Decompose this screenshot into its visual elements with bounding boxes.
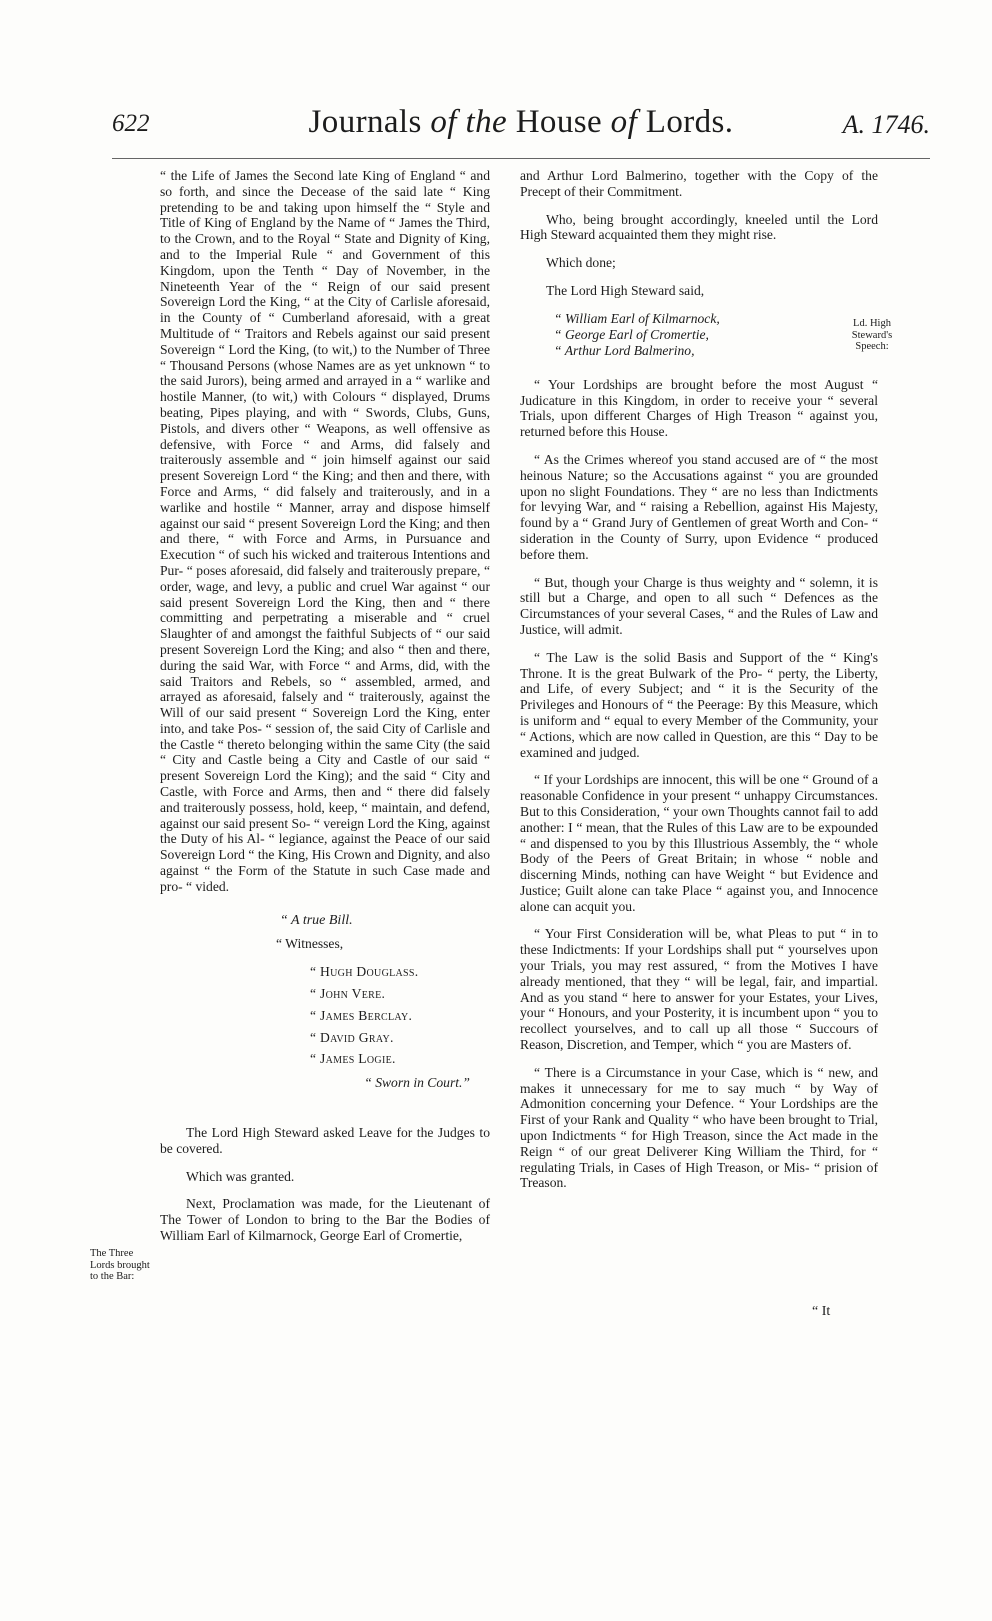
- indictment-text: “ the Life of James the Second late King of England “ and so forth, and since the Decease of the said late “ King pretending to be and taking upon himself the “ Style and Title of King of England by the Name of “ James the Third, to the Crown, and to the Royal “ State and Dignity of King, and to the Imperial Rule “ and Government of this Kingdom, upon the Tenth “ Day of November, in the Nineteenth Year of the “ Reign of our said present Sovereign Lord the King, “ at the City of Carlisle aforesaid, in the County of “ Cumberland aforesaid, with a great Multitude of “ Traitors and Rebels against our said present Sovereign “ Lord the King, (to wit,) to the Number of Three “ Thousand Persons (whose Names are as yet unknown “ to the said Jurors), being armed and arrayed in a “ warlike and hostile Manner, (to wit,) with Colours “ displayed, Drums beating, Pipes playing, and with “ Swords, Clubs, Guns, Pistols, and divers other “ Weapons, as well offensive as defensive, with Force “ and Arms, did falsely and traiterously assemble and “ join himself against our said present Sovereign Lord “ the King; and then and there, with Force and Arms, “ did falsely and traiterously, and in a warlike and hostile “ Manner, array and dispose himself against our said “ present Sovereign Lord the King; and then and there, “ with Force and Arms, in Pursuance and Execution “ of such his wicked and traiterous Intentions and Pur- “ poses aforesaid, did falsely and traiterously prepare, “ order, wage, and levy, a public and cruel War against “ our said present Sovereign Lord the King, then and “ there committing and perpetrating a miserable and “ cruel Slaughter of and amongst the faithful Subjects of “ our said present Sovereign Lord the King; and also “ then and there, during the said War, with Force “ and Arms, did, with the said Traitors and Rebels, so “ assembled, armed, and arrayed as aforesaid, falsely and “ traiterously, against the Will of our said present “ Sovereign Lord the King, enter into, and take Pos- “ session of, the said City of Carlisle and the Castle “ thereto belonging within the same City (the said “ City and Castle being a City and Castle of our said “ present Sovereign Lord the King); and the said “ City and Castle, with Force and Arms, then and “ there did falsely and traiterously possess, hold, keep, “ maintain, and defend, against our said present So- “ vereign Lord the King, against the Duty of his Al- “ legiance, against the Peace of our said Sovereign Lord “ the King, His Crown and Dignity, and also against “ the Form of the Statute in such Case made and pro- “ vided.: [160, 168, 490, 894]
- right-column: [520, 168, 878, 1203]
- address-line: “ William Earl of Kilmarnock,: [554, 310, 720, 326]
- speech-paragraph: “ Your Lordships are brought before the most August “ Judicature in this Kingdom, in order to receive your “ several Trials, upon different Charges of High Treason “ against you, returned before this House.: [520, 376, 878, 440]
- title-word-house: House: [507, 104, 611, 140]
- address-block: [520, 311, 878, 359]
- title-word-of: of: [421, 104, 466, 140]
- speech-paragraph: “ There is a Circumstance in your Case, which is “ new, and makes it unnecessary for me to say much “ by Way of Admonition concerning your Defence. “ Your Lordships are the First of your Rank and Quality “ who have been brought to Trial, upon Indictments “ for High Treason, since the Act made in the Reign “ of our great Deliverer King William the Third, for “ regulating Trials, in Cases of High Treason, or Mis- “ prision of Treason.: [520, 1064, 878, 1191]
- kneeled-paragraph: Who, being brought accordingly, kneeled until the Lord High Steward acquainted them they might rise.: [520, 211, 878, 243]
- margin-note-steward-speech: Ld. High Steward's Speech:: [851, 318, 893, 352]
- witnesses-label: “ Witnesses,: [276, 936, 344, 952]
- witness-name: “ James Berclay.: [310, 1007, 413, 1023]
- address-line: “ Arthur Lord Balmerino,: [554, 342, 695, 358]
- header-rule: [112, 158, 930, 159]
- witness-name: “ David Gray.: [310, 1029, 394, 1045]
- title-word-of-2: of: [610, 104, 638, 140]
- witnesses-block: [160, 913, 490, 1091]
- steward-said-paragraph: The Lord High Steward said,: [546, 282, 705, 298]
- left-column: [160, 168, 490, 1256]
- address-line: “ George Earl of Cromertie,: [554, 326, 709, 342]
- continuation-paragraph: and Arthur Lord Balmerino, together with the Copy of the Precept of their Commitment.: [520, 168, 878, 199]
- judges-leave-paragraph: The Lord High Steward asked Leave for the Judges to be covered.: [160, 1125, 490, 1156]
- granted-paragraph: Which was granted.: [186, 1168, 295, 1184]
- running-title: [112, 104, 930, 141]
- speech-paragraph: “ Your First Consideration will be, what Pleas to put “ in to these Indictments: If your Lordships shall put “ yourselves upon your Trials, you may rest assured, “ from the Motives I have already mentioned, that they “ will be legal, fair, and impartial. And as you stand “ here to answer for your Estates, your Lives, your “ Honours, and your Posterity, it is incumbent upon “ you to recollect yourselves, and to call up all those “ Succours of Reason, Discretion, and Temper, which “ you are Masters of.: [520, 926, 878, 1053]
- title-word-lords: Lords.: [637, 104, 734, 140]
- speech-paragraph: “ But, though your Charge is thus weighty and “ solemn, it is still but a Charge, and open to all such “ Defences as the Circumstances of your several Cases, “ and the Rules of Law and Justice, will admit.: [520, 574, 878, 637]
- speech-paragraph: “ If your Lordships are innocent, this will be one “ Ground of a reasonable Confidence in your present “ unhappy Circumstances. But to this Consideration, “ your own Thoughts cannot fail to add another: I “ mean, that the Rules of this Law are to be expounded “ and dispensed to you by this Illustrious Assembly, the “ whole Body of the Peers of Great Britain; in whose “ noble and discerning Minds, nothing can have Weight “ but Evidence and Justice; Guilt alone can take Place “ against you, and Innocence alone can acquit you.: [520, 772, 878, 914]
- sworn-in-court: “ Sworn in Court.”: [364, 1075, 470, 1091]
- page-number: 622: [112, 110, 150, 137]
- catchword: “ It: [812, 1304, 831, 1319]
- page-header: [112, 96, 930, 156]
- title-word-journals: Journals: [308, 104, 422, 140]
- true-bill: “ A true Bill.: [280, 912, 353, 928]
- speech-paragraph: “ The Law is the solid Basis and Support of the “ King's Throne. It is the great Bulwark of the Pro- “ perty, the Liberty, and Life, of every Subject; and “ it is the Security of the Privileges and Honours of “ the Peerage: By this Measure, which is uniform and “ equal to every Member of the Community, your “ Actions, which are now called in Question, are this “ Day to be examined and judged.: [520, 649, 878, 760]
- proclamation-paragraph: Next, Proclamation was made, for the Lieutenant of The Tower of London to bring to the Bar the Bodies of William Earl of Kilmarnock, George Earl of Cromertie,: [160, 1196, 490, 1244]
- page-year: A. 1746.: [842, 110, 930, 139]
- margin-note-three-lords: The Three Lords brought to the Bar:: [90, 1248, 150, 1282]
- witness-name: “ James Logie.: [310, 1051, 396, 1067]
- witness-name: “ Hugh Douglass.: [310, 964, 419, 980]
- speech-paragraph: “ As the Crimes whereof you stand accused are of “ the most heinous Nature; so the Accusations against “ you are grounded upon no slight Foundations. They “ are no less than Indictments for levying War, and “ raising a Rebellion, against His Majesty, found by a “ Grand Jury of Gentlemen of great Worth and Con- “ sideration in the County of Surry, upon Evidence “ produced before them.: [520, 451, 878, 562]
- title-word-the: the: [465, 104, 508, 140]
- witness-name: “ John Vere.: [310, 986, 386, 1002]
- which-done-paragraph: Which done;: [546, 255, 616, 271]
